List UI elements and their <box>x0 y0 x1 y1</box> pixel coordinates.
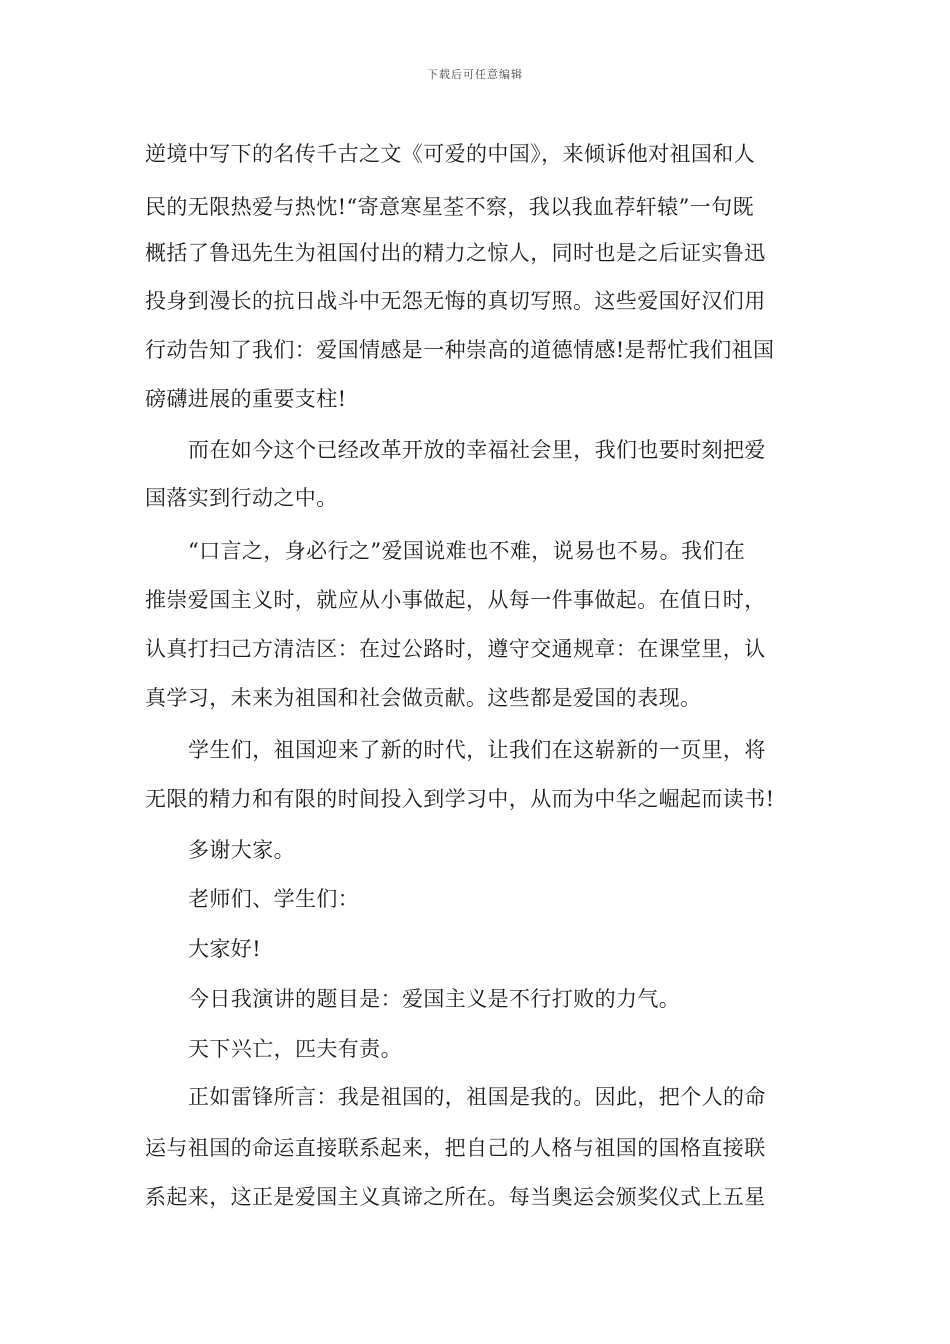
text-line: 今日我演讲的题目是：爱国主义是不行打败的力气。 <box>188 987 681 1011</box>
text-line: 天下兴亡，匹夫有责。 <box>188 1037 402 1061</box>
text-line: 真学习，未来为祖国和社会做贡献。这些都是爱国的表现。 <box>145 686 702 710</box>
text-line: 行动告知了我们：爱国情感是一种崇高的道德情感!是帮忙我们祖国 <box>145 338 775 362</box>
text-line: 多谢大家。 <box>188 838 295 862</box>
text-line: 无限的精力和有限的时间投入到学习中，从而为中华之崛起而读书! <box>145 787 775 811</box>
text-line: 概括了鲁迅先生为祖国付出的精力之惊人，同时也是之后证实鲁迅 <box>145 241 766 265</box>
text-line: 国落实到行动之中。 <box>145 486 338 510</box>
text-line: “口言之，身必行之”爱国说难也不难，说易也不易。我们在 <box>188 539 746 563</box>
text-line: 运与祖国的命运直接联系起来，把自己的人格与祖国的国格直接联 <box>145 1136 766 1160</box>
text-line: 而在如今这个已经改革开放的幸福社会里，我们也要时刻把爱 <box>188 438 766 462</box>
text-line: 正如雷锋所言：我是祖国的，祖国是我的。因此，把个人的命 <box>188 1085 766 1109</box>
text-line: 大家好! <box>188 937 262 961</box>
text-line: 推崇爱国主义时，就应从小事做起，从每一件事做起。在值日时， <box>145 588 766 612</box>
text-line: 逆境中写下的名传千古之文《可爱的中国》，来倾诉他对祖国和人 <box>145 142 756 166</box>
text-line: 磅礴进展的重要支柱! <box>145 387 347 411</box>
text-line: 系起来，这正是爱国主义真谛之所在。每当奥运会颁奖仪式上五星 <box>145 1185 766 1209</box>
page-header: 下载后可任意编辑 <box>427 68 523 81</box>
text-line: 投身到漫长的抗日战斗中无怨无悔的真切写照。这些爱国好汉们用 <box>145 289 766 313</box>
text-line: 认真打扫己方清洁区：在过公路时，遵守交通规章：在课堂里，认 <box>145 637 766 661</box>
text-line: 学生们，祖国迎来了新的时代，让我们在这崭新的一页里，将 <box>188 738 766 762</box>
text-line: 民的无限热爱与热忱!“寄意寒星荃不察，我以我血荐轩辕”一句既 <box>145 195 754 219</box>
text-line: 老师们、学生们： <box>188 887 360 911</box>
